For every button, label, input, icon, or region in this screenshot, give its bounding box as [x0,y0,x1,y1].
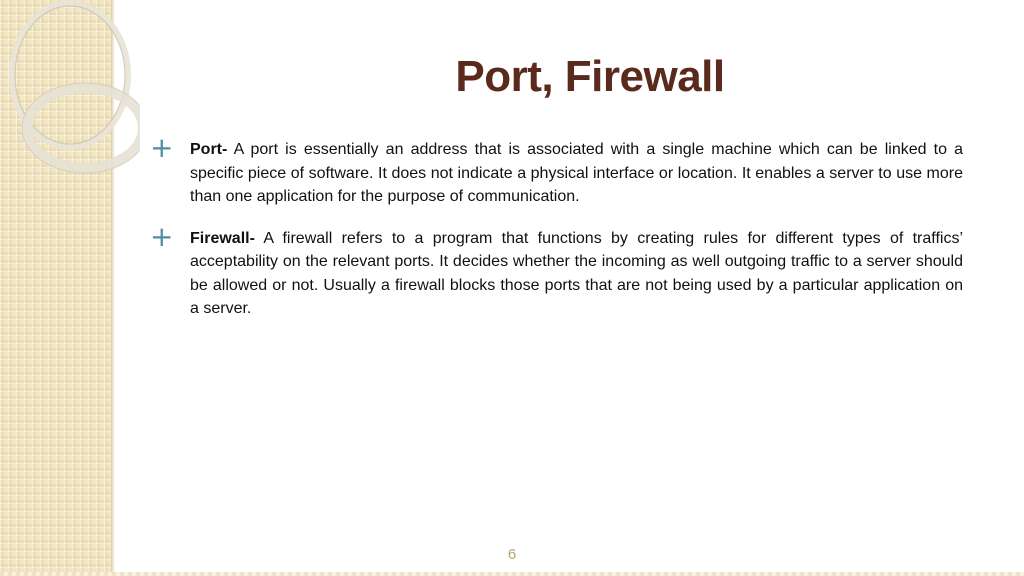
slide-title: Port, Firewall [455,52,725,101]
plus-icon: + [150,219,174,253]
page-number: 6 [507,546,517,563]
decorative-rings [0,0,140,200]
bullet-term: Port- [190,141,228,158]
bullet-text [190,227,963,321]
bullet-description: A port is essentially an address that is associated with a single machine which can be linked to a specific piece of software. It does not indicate a physical interface or location. It enables a server to use more than one application for the purpose of communication. [190,141,964,205]
plus-icon: + [150,131,174,164]
bullet-list [150,131,964,339]
bullet-item-port [150,131,964,209]
decorative-bottom-strip [0,572,1024,576]
bullet-description: A firewall refers to a program that functions by creating rules for different types of traffics’ acceptability on the relevant ports. It decides whether the incoming as well outgoing traffic to a server should be allowed or not. Usually a firewall blocks those ports that are not being used by a particular application on a server. [190,229,963,317]
bullet-item-firewall [150,219,963,321]
bullet-text [190,138,963,209]
bullet-term: Firewall- [190,229,255,247]
